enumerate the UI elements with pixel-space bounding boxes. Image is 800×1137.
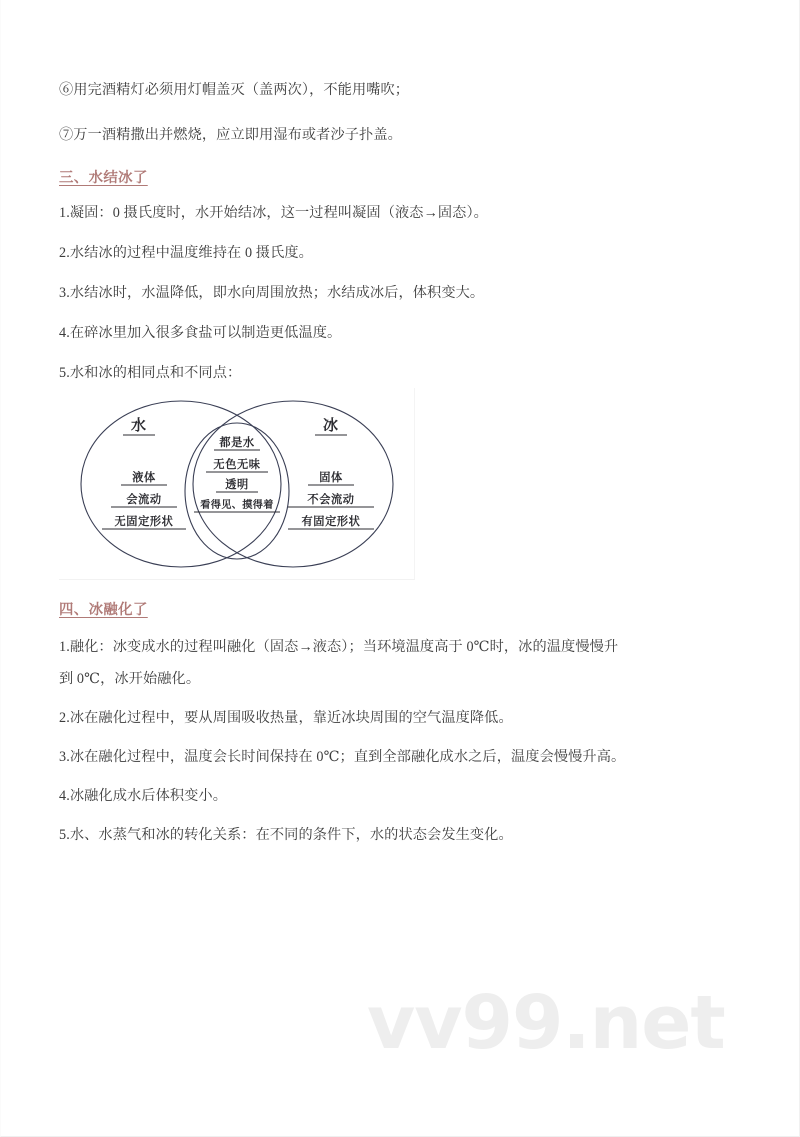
section3-item-4: 4.在碎冰里加入很多食盐可以制造更低温度。 [59,325,342,341]
section4-item-1-line-2: 到 0℃，冰开始融化。 [59,671,201,687]
venn-center-item-3: 透明 [225,479,249,491]
venn-center-item-2: 无色无味 [213,459,261,471]
list-item-6: ⑥用完酒精灯必须用灯帽盖灭（盖两次），不能用嘴吹； [59,82,410,98]
section4-item-3: 3.冰在融化过程中，温度会长时间保持在 0℃；直到全部融化成水之后，温度会慢慢升高。 [59,749,626,765]
venn-center-item-4: 看得见、摸得着 [200,500,274,511]
section3-item-5: 5.水和冰的相同点和不同点： [59,365,242,381]
page-body [59,0,759,1137]
section4-item-2: 2.冰在融化过程中，要从周围吸收热量，靠近冰块周围的空气温度降低。 [59,710,513,726]
section4-item-4: 4.冰融化成水后体积变小。 [59,788,228,804]
list-item-7: ⑦万一酒精撒出并燃烧，应立即用湿布或者沙子扑盖。 [59,127,402,143]
site-watermark: vv99.net [367,980,725,1066]
venn-left-item-1: 液体 [132,472,156,484]
section-heading-3: 三、水结冰了 [59,170,148,186]
section3-item-1: 1.凝固：0 摄氏度时，水开始结冰，这一过程叫凝固（液态→固态）。 [59,205,488,221]
venn-left-item-3: 无固定形状 [114,516,174,528]
venn-diagram-figure [59,388,415,580]
venn-right-item-3: 有固定形状 [301,516,361,528]
venn-diagram-svg [59,388,415,580]
venn-center-item-1: 都是水 [219,437,255,449]
venn-right-item-1: 固体 [319,472,343,484]
section4-item-5: 5.水、水蒸气和冰的转化关系：在不同的条件下，水的状态会发生变化。 [59,827,513,843]
section-heading-4: 四、冰融化了 [59,602,148,618]
venn-left-item-2: 会流动 [126,494,162,506]
venn-left-title: 水 [130,418,148,434]
section4-item-1-line-1: 1.融化：冰变成水的过程叫融化（固态→液态）；当环境温度高于 0℃时，冰的温度慢慢升 [59,639,619,655]
venn-right-title: 冰 [322,418,340,434]
section3-item-3: 3.水结冰时，水温降低，即水向周围放热；水结成冰后，体积变大。 [59,285,485,301]
venn-right-item-2: 不会流动 [307,494,355,506]
section3-item-2: 2.水结冰的过程中温度维持在 0 摄氏度。 [59,245,313,261]
